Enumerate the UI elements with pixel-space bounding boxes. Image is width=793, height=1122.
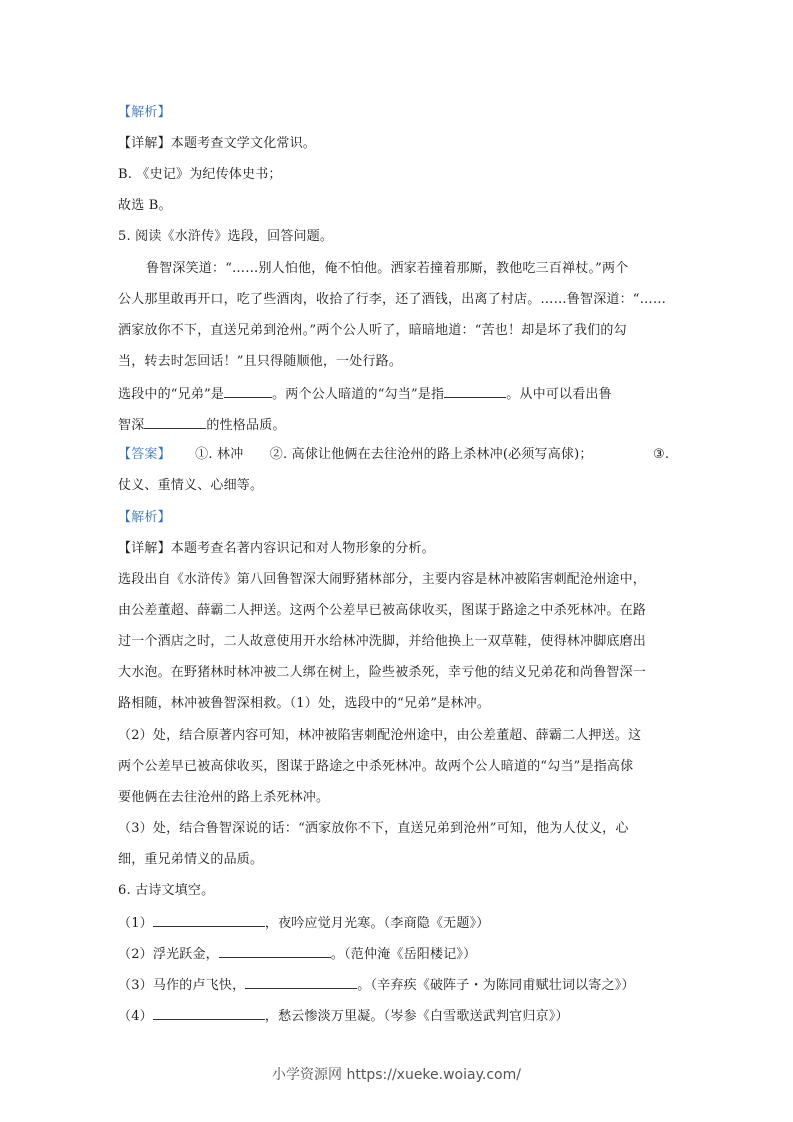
fill-item-2 [118, 945, 476, 963]
item-number: （2） [118, 947, 153, 962]
question-5-prompt-cont [118, 416, 286, 434]
fill-item-1 [118, 914, 489, 932]
answer-blank [219, 945, 331, 958]
prompt-text: 。两个公人暗道的“勾当”是指 [272, 387, 445, 402]
prompt-text: 的性格品质。 [206, 418, 286, 433]
answer-item-2: ②. 高俅让他俩在去往沧州的路上杀林冲(必须写高俅)； [269, 447, 593, 462]
passage-line: 鲁智深笑道：“……别人怕他，俺不怕他。洒家若撞着那厮，教他吃三百禅杖。”两个 [146, 261, 629, 276]
detail-text: 【详解】本题考查名著内容识记和对人物形象的分析。 [118, 541, 435, 556]
explanation-line: （3）处，结合鲁智深说的话：“洒家放你不下，直送兄弟到沧州”可知，他为人仗义，心 [118, 821, 629, 836]
item-number: （1） [118, 916, 153, 931]
answer-blank [153, 914, 265, 927]
item-number: （4） [118, 1009, 153, 1024]
analysis-label: 【解析】 [118, 510, 171, 525]
passage-line: 公人那里敢再开口，吃了些酒肉，收拾了行李，还了酒钱，出离了村店。……鲁智深道：“…… [118, 292, 667, 307]
item-text: ，夜吟应觉月光寒。（李商隐《无题》） [264, 916, 490, 931]
passage-line: 当，转去时怎回话！”且只得随顺他，一处行路。 [118, 354, 403, 369]
item-text: 。（范仲淹《岳阳楼记》） [330, 947, 477, 962]
item-text: 马作的卢飞快， [152, 978, 246, 993]
explanation-line: （2）处，结合原著内容可知，林冲被陷害刺配沧州途中，由公差董超、薛霸二人押送。这 [118, 728, 642, 743]
item-number: （3） [118, 978, 153, 993]
fill-item-4 [118, 1007, 569, 1025]
item-text: 。（辛弃疾《破阵子・为陈同甫赋壮词以寄之》） [357, 978, 635, 993]
fill-item-3 [118, 976, 635, 994]
watermark-footer: 小学资源网 https://xueke.woiay.com/ [272, 1067, 521, 1083]
explanation-line: 路相随，林冲被鲁智深相救。（1）处，选段中的“兄弟”是林冲。 [118, 696, 491, 711]
prompt-text: 选段中的“兄弟”是 [118, 387, 225, 402]
answer-blank [245, 976, 357, 989]
item-text: ，愁云惨淡万里凝。（岑参《白雪歌送武判官归京》） [264, 1009, 569, 1024]
explanation-line: 过一个酒店之时，二人故意使用开水给林冲洗脚，并给他换上一双草鞋，使得林冲脚底磨出 [118, 634, 647, 649]
item-text: 浮光跃金， [152, 947, 219, 962]
prompt-text: 智深 [118, 418, 145, 433]
answer-item-3: 仗义、重情义、心细等。 [118, 478, 264, 493]
answer-label: 【答案】 [118, 447, 171, 462]
answer-item-3-marker: ③. [653, 447, 670, 462]
detail-text: 【详解】本题考查文学文化常识。 [118, 136, 317, 151]
explanation-line: 选段出自《水浒传》第八回鲁智深大闹野猪林部分，主要内容是林冲被陷害刺配沧州途中， [118, 572, 647, 587]
explanation-line: 要他俩在去往沧州的路上杀死林冲。 [118, 790, 330, 805]
explanation-line: 由公差董超、薛霸二人押送。这两个公差早已被高俅收买，图谋于路途之中杀死林冲。在路 [118, 603, 647, 618]
conclusion-text: 故选 B。 [118, 198, 172, 213]
analysis-label: 【解析】 [118, 105, 171, 120]
prompt-text: 。从中可以看出鲁 [506, 387, 612, 402]
answer-blank [444, 385, 506, 398]
explanation-line: 细，重兄弟情义的品质。 [118, 852, 264, 867]
passage-line: 洒家放你不下，直送兄弟到沧州。”两个公人听了，暗暗地道：“苦也！却是坏了我们的勾 [118, 323, 627, 338]
question-6-title: 6. 古诗文填空。 [118, 883, 215, 898]
answer-line-b: B. 《史记》为纪传体史书； [118, 167, 282, 182]
answer-item-1: ①. 林冲 [195, 447, 244, 462]
answer-blank [153, 1007, 265, 1020]
explanation-line: 两个公差早已被高俅收买，图谋于路途之中杀死林冲。故两个公人暗道的“勾当”是指高俅 [118, 759, 634, 774]
answer-blank [224, 385, 272, 398]
question-5-prompt [118, 385, 612, 403]
question-5-title: 5. 阅读《水浒传》选段，回答问题。 [118, 229, 334, 244]
explanation-line: 大水泡。在野猪林时林冲被二人绑在树上，险些被杀死，幸亏他的结义兄弟花和尚鲁智深一 [118, 665, 647, 680]
answer-row [118, 447, 670, 463]
answer-blank [144, 416, 206, 429]
